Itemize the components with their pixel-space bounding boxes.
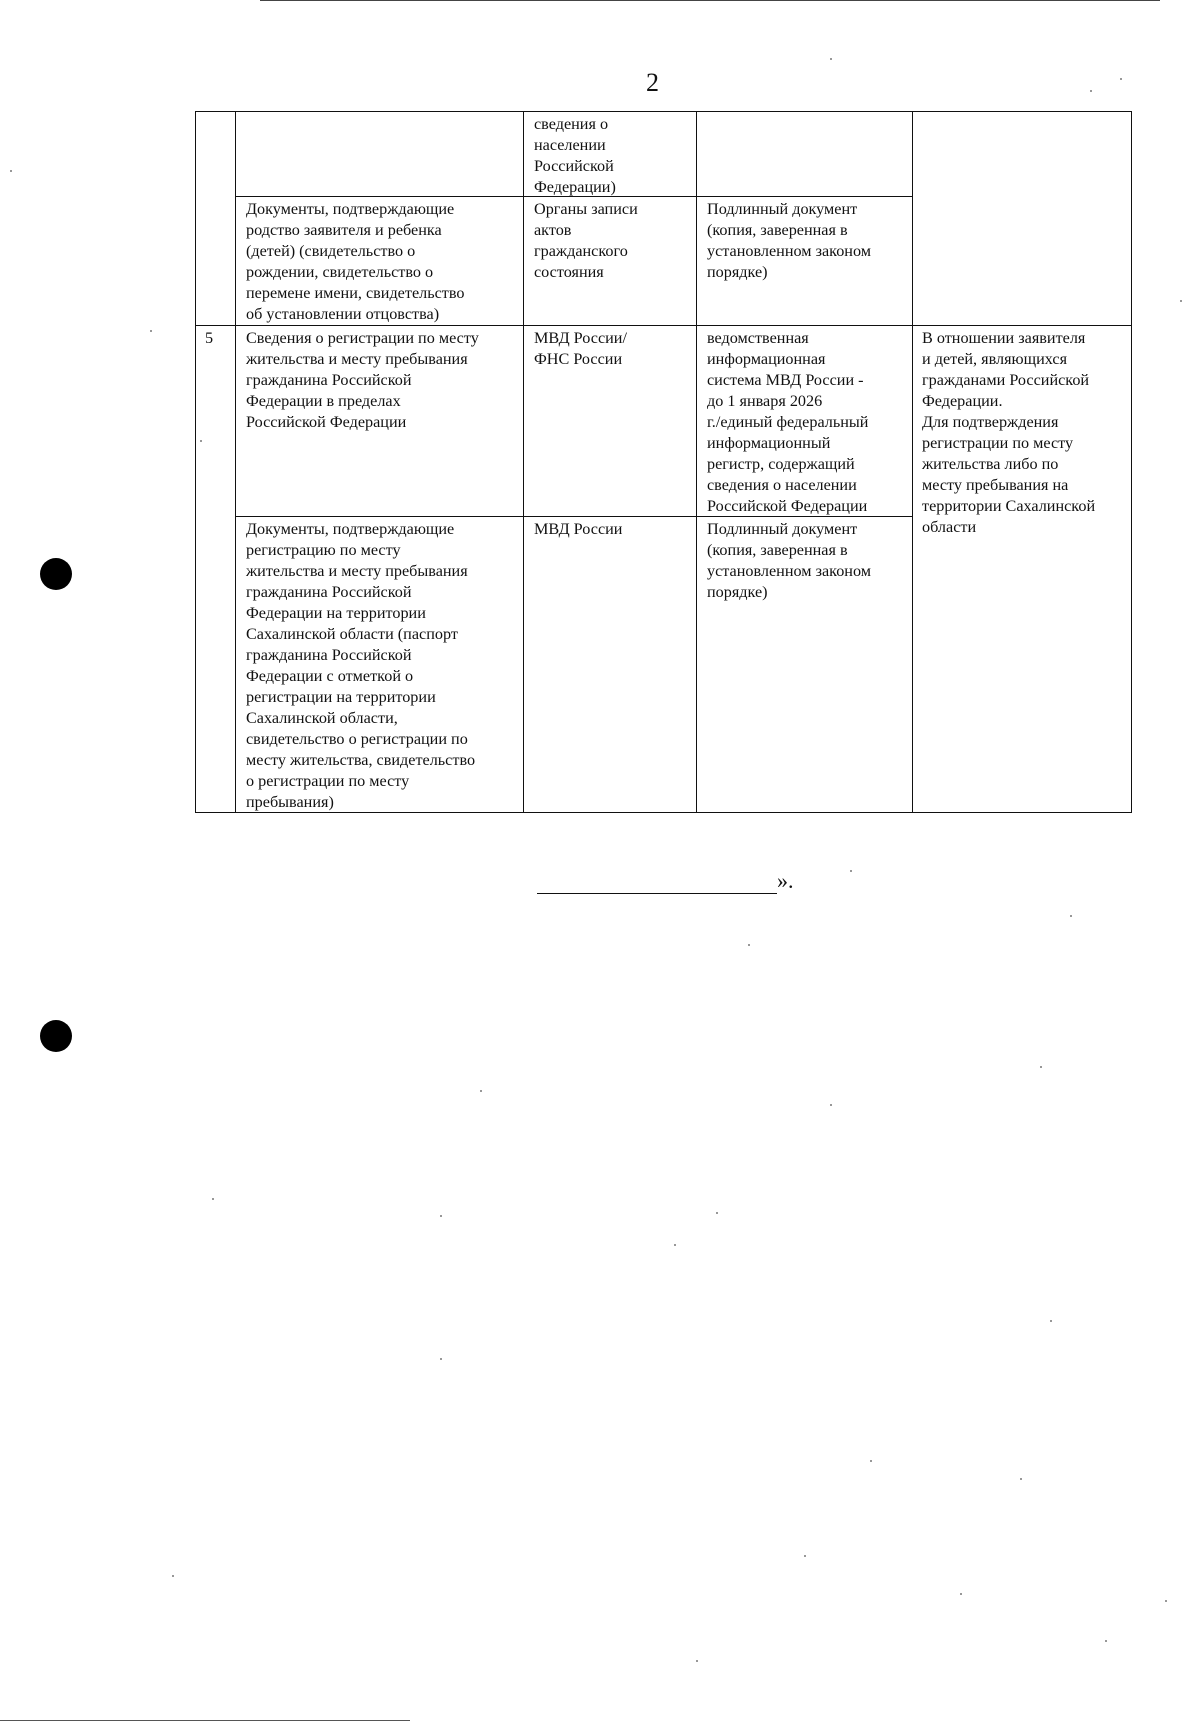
scan-speck xyxy=(830,1104,832,1106)
scan-speck xyxy=(10,170,12,172)
closing-underline xyxy=(537,871,777,894)
scan-top-rule xyxy=(260,0,1160,1)
table-column-divider xyxy=(523,111,524,813)
scan-speck xyxy=(1050,1320,1052,1322)
scan-speck xyxy=(150,330,152,332)
scan-speck xyxy=(480,1090,482,1092)
scan-speck xyxy=(1180,300,1182,302)
scan-speck xyxy=(804,1555,806,1557)
table-border-right xyxy=(1131,111,1132,813)
scan-speck xyxy=(172,1575,174,1577)
table-cell-form: Подлинный документ (копия, заверенная в установленном законом порядке) xyxy=(707,520,871,601)
closing-line xyxy=(537,868,827,894)
punch-hole-mark xyxy=(40,1020,72,1052)
table-cell-notes: В отношении заявителя и детей, являющихся гражданами Российской Федерации. Для подтверждения регистрации по месту жительства либо по месту пребывания на территории Сахалинской области xyxy=(922,329,1096,536)
table-cell-number: 5 xyxy=(205,329,214,347)
scan-speck xyxy=(716,1212,718,1214)
table-row-divider xyxy=(195,325,1132,326)
scan-speck xyxy=(696,1660,698,1662)
scan-speck xyxy=(1165,1600,1167,1602)
scan-speck xyxy=(212,1198,214,1200)
scan-speck xyxy=(1120,78,1122,80)
scan-bottom-rule xyxy=(0,1720,410,1721)
scan-speck xyxy=(748,944,750,946)
page-number: 2 xyxy=(646,68,659,97)
table-cell-form: Подлинный документ (копия, заверенная в установленном законом порядке) xyxy=(707,200,871,281)
scan-speck xyxy=(200,440,202,442)
table-cell-source: сведения о населении Российской Федерации) xyxy=(534,115,616,196)
scan-speck xyxy=(850,870,852,872)
scan-speck xyxy=(1090,90,1092,92)
scan-speck xyxy=(870,1460,872,1462)
table-cell-source: Органы записи актов гражданского состояния xyxy=(534,200,638,281)
scan-speck xyxy=(1070,915,1072,917)
scan-speck xyxy=(440,1215,442,1217)
table-column-divider xyxy=(696,111,697,813)
scan-speck xyxy=(830,58,832,60)
scan-speck xyxy=(674,1244,676,1246)
scan-speck xyxy=(1105,1640,1107,1642)
table-cell-source: МВД России/ ФНС России xyxy=(534,329,627,368)
punch-hole-mark xyxy=(40,558,72,590)
scan-speck xyxy=(1020,1478,1022,1480)
table-cell-document: Документы, подтверждающие регистрацию по месту жительства и месту пребывания гражданина Российской Федерации на территории Сахалинской области (паспорт гражданина Российской Федерации с отметкой о регистрации на территории Сахалинской области, свидетельство о регистрации по месту жительства, свидетельство о регистрации по месту пребывания) xyxy=(246,520,476,811)
table-cell-form: ведомственная информационная система МВД России - до 1 января 2026 г./единый федеральный информационный регистр, содержащий сведения о населении Российской Федерации xyxy=(707,329,869,515)
table-border-top xyxy=(195,111,1132,112)
table-cell-document: Сведения о регистрации по месту жительства и месту пребывания гражданина Российской Федерации в пределах Российской Федерации xyxy=(246,329,479,431)
table-border-left xyxy=(195,111,196,813)
scan-speck xyxy=(1040,1066,1042,1068)
scan-speck xyxy=(960,1593,962,1595)
table-column-divider xyxy=(235,111,236,813)
table-column-divider xyxy=(912,111,913,813)
table-cell-document: Документы, подтверждающие родство заявителя и ребенка (детей) (свидетельство о рождении, свидетельство о перемене имени, свидетельство об установлении отцовства) xyxy=(246,200,465,323)
closing-quote-mark: ». xyxy=(777,868,794,893)
table-cell-source: МВД России xyxy=(534,520,623,538)
scan-speck xyxy=(440,1358,442,1360)
